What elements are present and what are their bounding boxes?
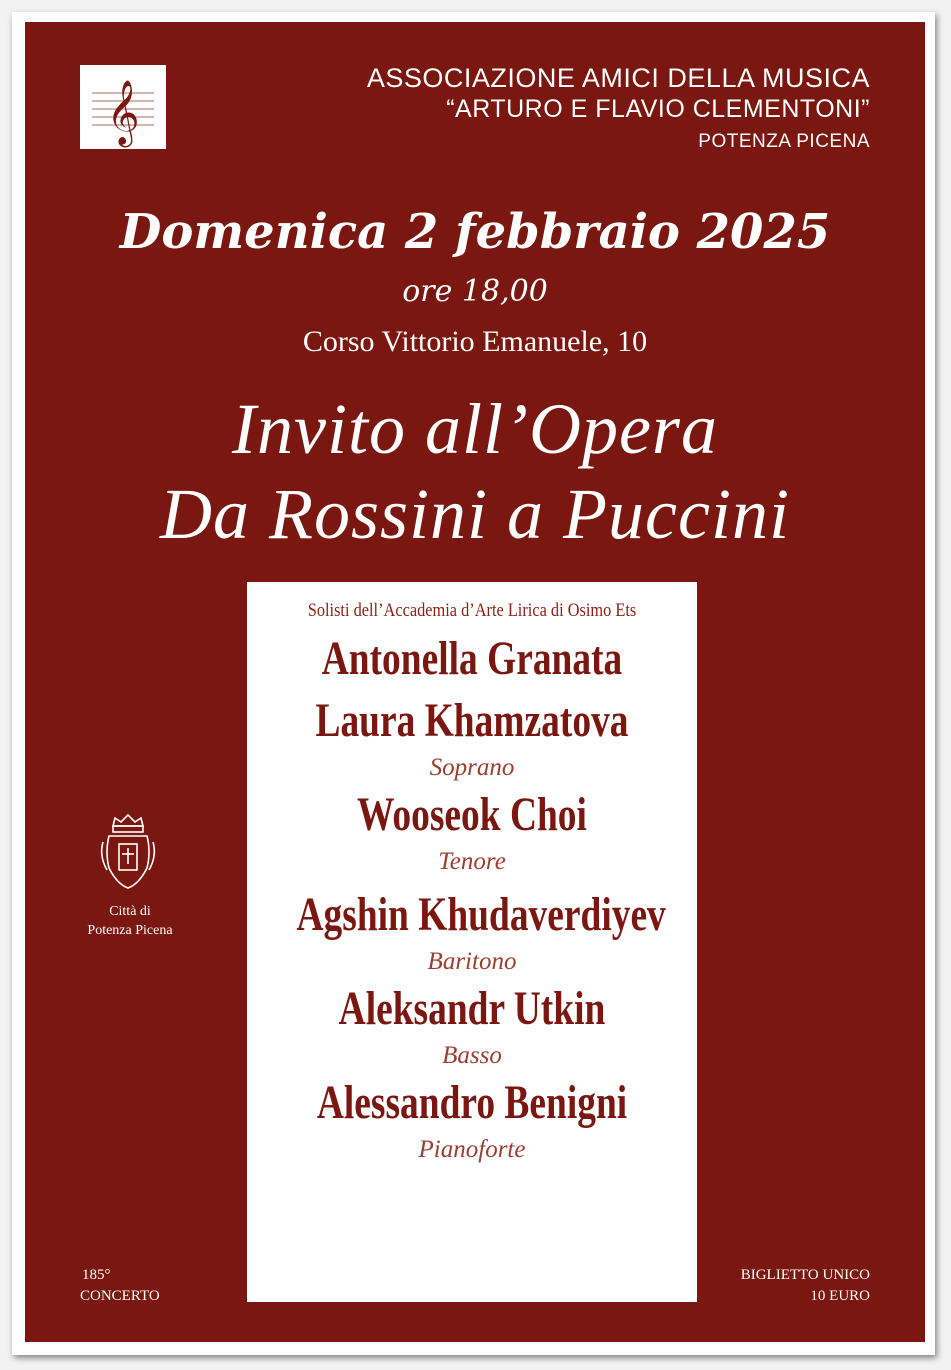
ticket-info — [741, 1265, 870, 1307]
performer-role: Tenore — [438, 848, 506, 875]
performer-name: Alessandro Benigni — [316, 1076, 628, 1129]
concert-count: 185° — [82, 1267, 111, 1283]
concert-label: CONCERTO — [80, 1288, 160, 1304]
association-logo — [80, 65, 166, 149]
event-time: ore 18,00 — [402, 274, 548, 309]
performers-panel — [247, 582, 697, 1302]
event-subtitle: Da Rossini a Puccini — [160, 474, 790, 554]
performer-name: Aleksandr Utkin — [338, 982, 606, 1035]
performer-name: Agshin Khudaverdiyev — [296, 888, 666, 941]
poster — [25, 22, 925, 1342]
performer-role: Pianoforte — [418, 1136, 526, 1163]
ticket-label: BIGLIETTO UNICO — [740, 1267, 870, 1283]
performer-name: Antonella Granata — [321, 632, 623, 685]
event-title: Invito all’Opera — [232, 389, 718, 469]
performer-role: Basso — [442, 1042, 502, 1069]
city-label-line2: Potenza Picena — [87, 923, 173, 938]
svg-text:𝄞: 𝄞 — [106, 80, 140, 145]
performer-name: Wooseok Choi — [357, 788, 587, 841]
performer-role: Soprano — [429, 754, 515, 781]
academy-label: Solisti dell’Accademia d’Arte Lirica di Osimo Ets — [307, 600, 637, 621]
performer-name: Laura Khamzatova — [315, 694, 629, 747]
association-town: POTENZA PICENA — [698, 131, 870, 152]
performer-role: Baritono — [427, 948, 517, 975]
concert-number — [80, 1265, 160, 1307]
association-header — [367, 62, 870, 158]
coat-of-arms-icon — [97, 812, 159, 892]
event-date: Domenica 2 febbraio 2025 — [119, 204, 831, 260]
ticket-price: 10 EURO — [810, 1288, 870, 1304]
event-address: Corso Vittorio Emanuele, 10 — [302, 325, 648, 358]
association-name: ASSOCIAZIONE AMICI DELLA MUSICA — [366, 63, 870, 93]
city-label-line1: Città di — [109, 904, 151, 919]
city-label — [65, 902, 195, 940]
association-dedication: “ARTURO E FLAVIO CLEMENTONI” — [446, 95, 870, 123]
treble-clef-icon — [80, 65, 166, 149]
